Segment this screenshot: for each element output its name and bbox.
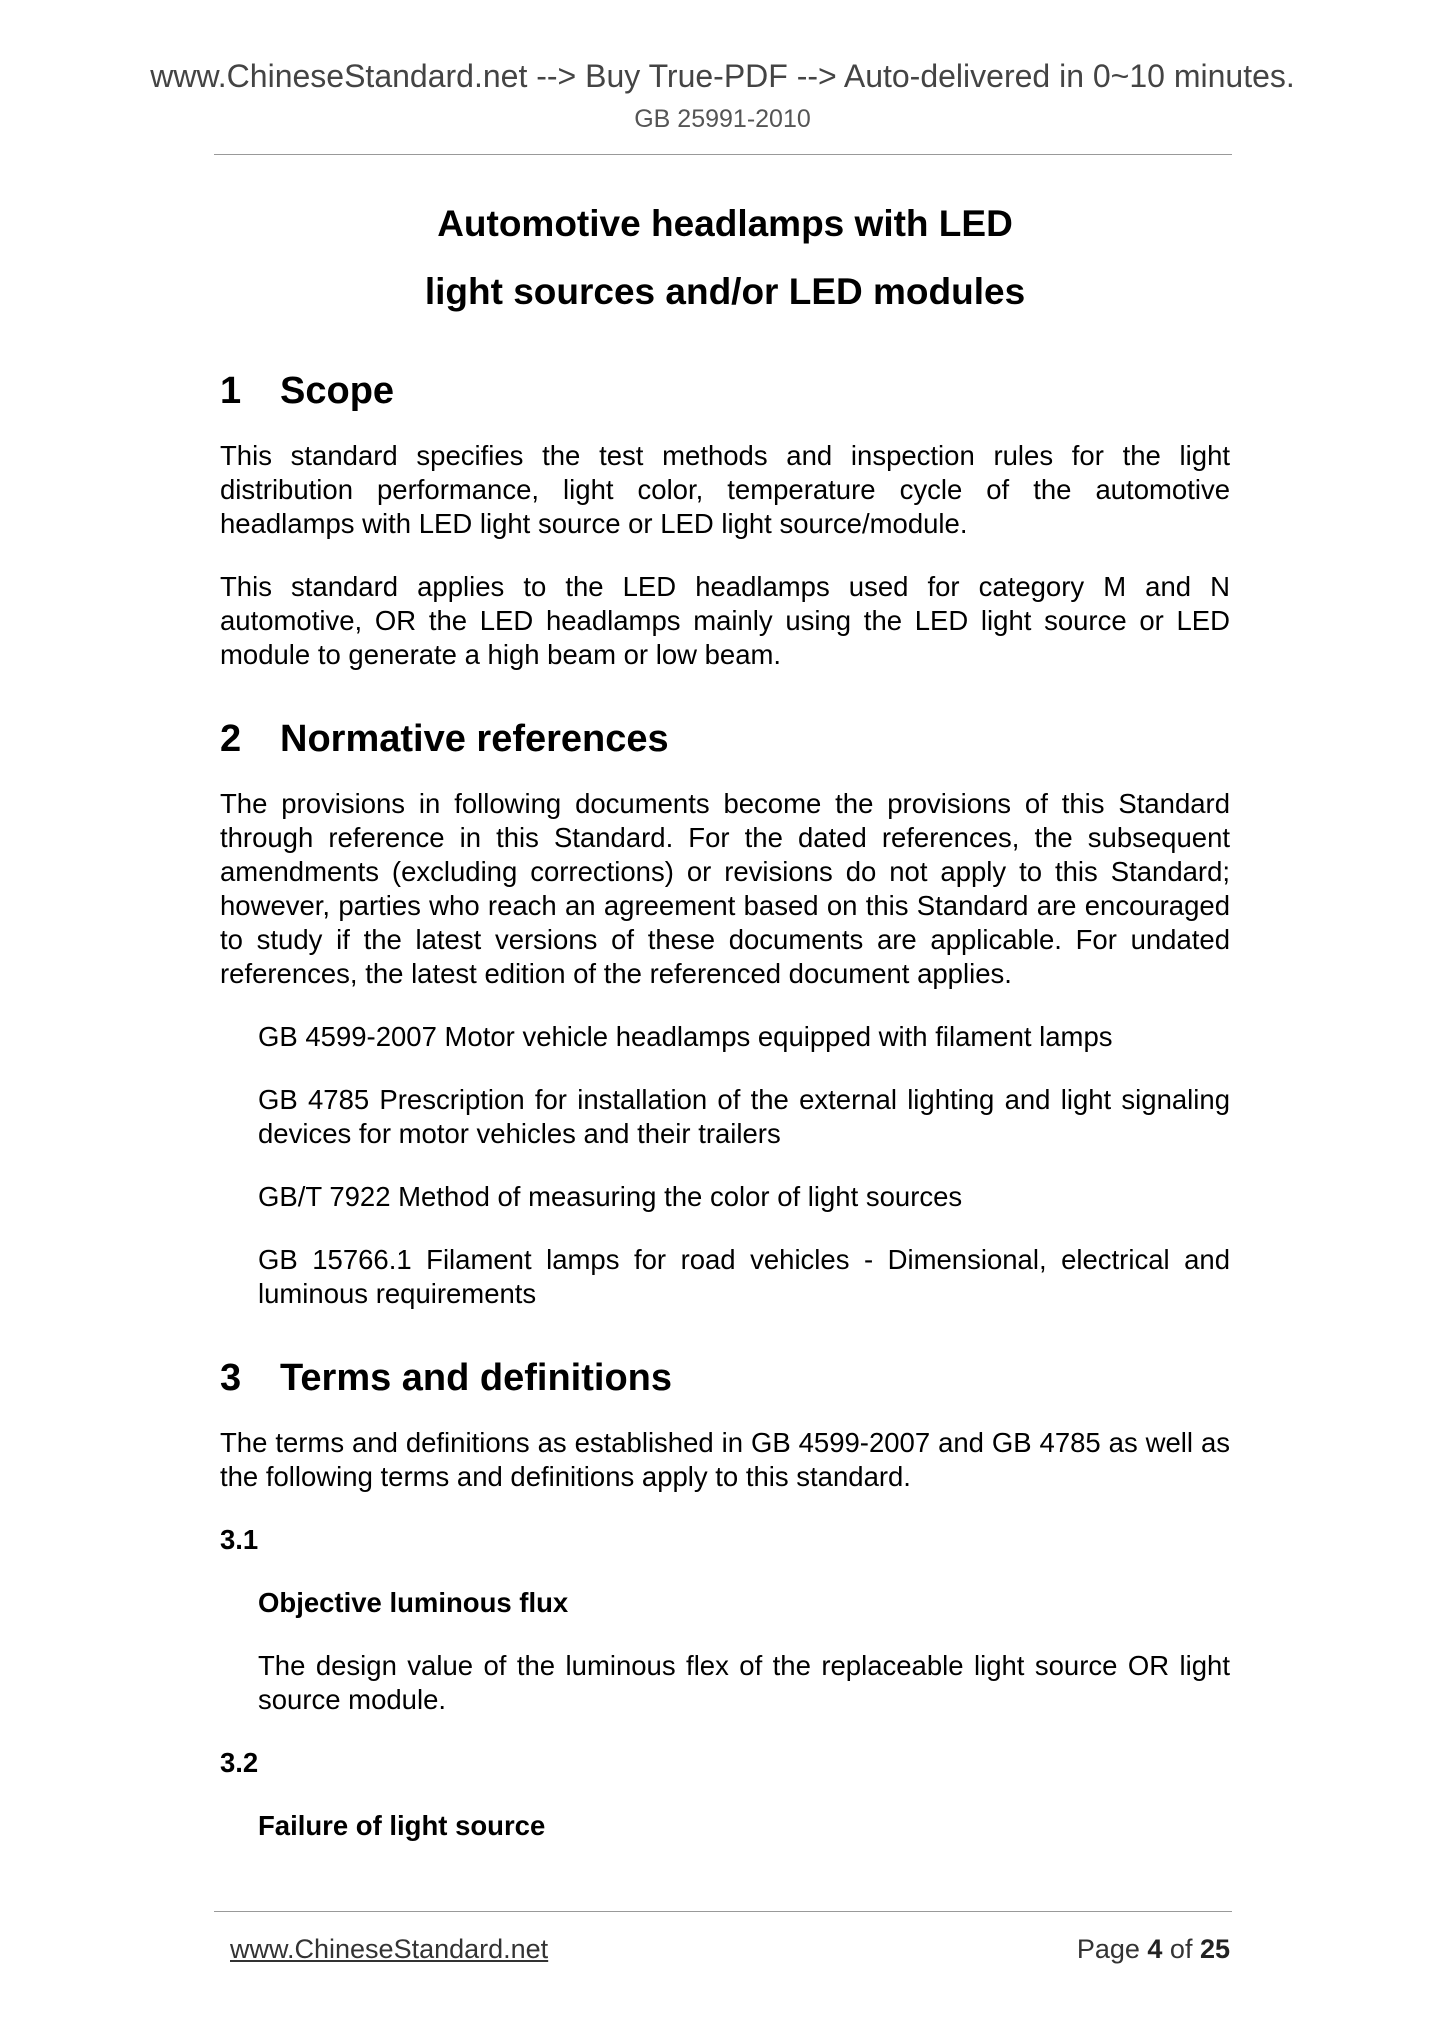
section-title: Normative references bbox=[280, 718, 669, 760]
term-name: Failure of light source bbox=[258, 1810, 546, 1841]
footer-website-link[interactable]: www.ChineseStandard.net bbox=[230, 1934, 549, 1964]
section-number: 1 bbox=[220, 370, 242, 412]
scope-paragraph-2: This standard applies to the LED headlamps used for category M and N automotive, OR the LED headlamps mainly using the LED light source or LED module to generate a high beam or low beam. bbox=[220, 571, 1230, 670]
title-line-2: light sources and/or LED modules bbox=[424, 271, 1026, 312]
document-title bbox=[220, 190, 1230, 326]
section-heading-normative-references bbox=[220, 716, 1230, 762]
normative-intro: The provisions in following documents become the provisions of this Standard through reference in this Standard. For the dated references, the subsequent amendments (excluding corrections) or revisions do not apply to this Standard; however, parties who reach an agreement based on this Standard are encouraged to study if the latest versions of these documents are applicable. For undated references, the latest edition of the referenced document applies. bbox=[220, 788, 1230, 989]
section-title: Terms and definitions bbox=[280, 1357, 673, 1399]
reference-item: GB/T 7922 Method of measuring the color of light sources bbox=[258, 1181, 963, 1212]
header-divider bbox=[214, 154, 1232, 155]
section-heading-terms-and-definitions bbox=[220, 1355, 1230, 1401]
page-current: 4 bbox=[1147, 1934, 1163, 1964]
section-title: Scope bbox=[280, 370, 395, 412]
section-number: 2 bbox=[220, 718, 242, 760]
clause-number: 3.2 bbox=[220, 1747, 259, 1778]
section-heading-scope bbox=[220, 368, 1230, 414]
scope-paragraph-1: This standard specifies the test methods and inspection rules for the light distribution performance, light color, temperature cycle of the automotive headlamps with LED light source or LED light source/module. bbox=[220, 440, 1230, 539]
title-line-1: Automotive headlamps with LED bbox=[437, 203, 1013, 244]
page-total: 25 bbox=[1199, 1934, 1230, 1964]
page-prefix: Page bbox=[1076, 1934, 1148, 1964]
reference-item: GB 4599-2007 Motor vehicle headlamps equipped with filament lamps bbox=[258, 1021, 1113, 1052]
standard-code: GB 25991-2010 bbox=[634, 105, 811, 133]
page-of: of bbox=[1162, 1934, 1200, 1964]
clause-number: 3.1 bbox=[220, 1524, 259, 1555]
page-number bbox=[1077, 1932, 1230, 1966]
reference-item: GB 4785 Prescription for installation of the external lighting and light signaling devices for motor vehicles and their trailers bbox=[258, 1084, 1230, 1149]
section-number: 3 bbox=[220, 1357, 242, 1399]
download-banner: www.ChineseStandard.net --> Buy True-PDF --> Auto-delivered in 0~10 minutes. bbox=[150, 58, 1295, 94]
footer-divider bbox=[214, 1911, 1232, 1912]
terms-intro: The terms and definitions as established in GB 4599-2007 and GB 4785 as well as the following terms and definitions apply to this standard. bbox=[220, 1427, 1230, 1492]
term-name: Objective luminous flux bbox=[258, 1587, 569, 1618]
term-definition: The design value of the luminous flex of the replaceable light source OR light source module. bbox=[258, 1650, 1230, 1715]
reference-item: GB 15766.1 Filament lamps for road vehicles - Dimensional, electrical and luminous requirements bbox=[258, 1244, 1230, 1309]
document-body bbox=[220, 190, 1230, 1843]
